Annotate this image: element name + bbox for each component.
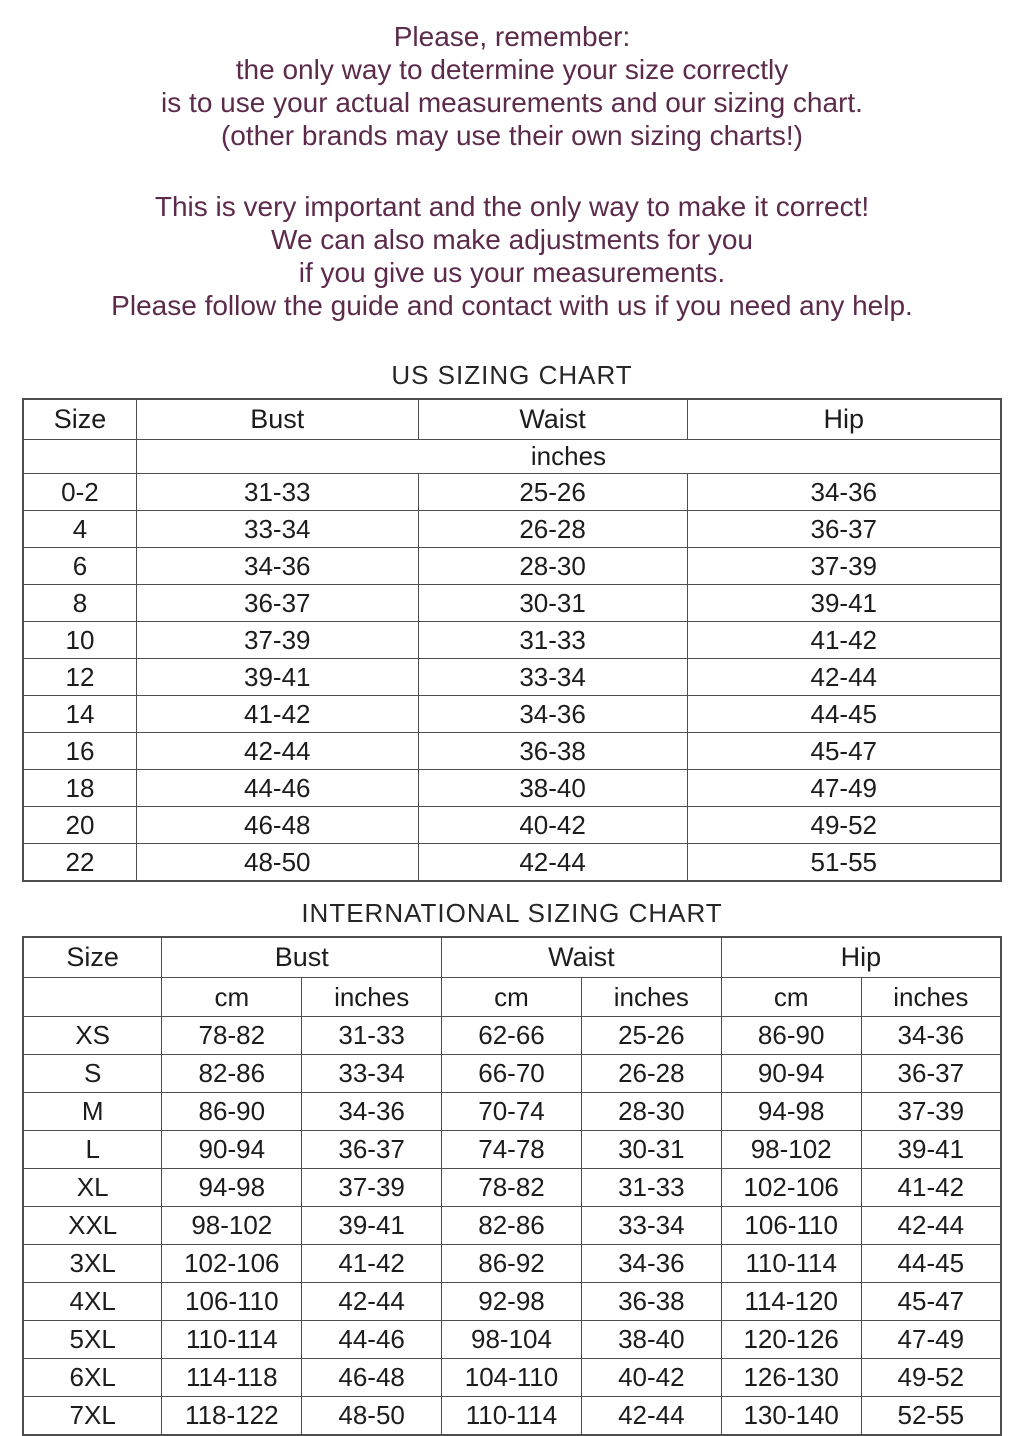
waist-cell: 30-31: [418, 585, 687, 622]
hip-cm-cell: 90-94: [721, 1055, 861, 1093]
us-table-body: [23, 474, 1001, 882]
subheader-bust-inches: inches: [302, 978, 442, 1017]
hip-cm-cell: 114-120: [721, 1283, 861, 1321]
waist-cm-cell: 82-86: [442, 1207, 582, 1245]
bust-cell: 33-34: [136, 511, 418, 548]
hip-cell: 34-36: [687, 474, 1001, 511]
waist-cell: 31-33: [418, 622, 687, 659]
bust-cm-cell: 82-86: [162, 1055, 302, 1093]
hip-inches-cell: 41-42: [861, 1169, 1001, 1207]
waist-inches-cell: 42-44: [581, 1397, 721, 1436]
intro-line: Please, remember:: [393, 21, 631, 52]
empty-cell: [23, 440, 136, 474]
table-row: [23, 1397, 1001, 1436]
table-row: [23, 1017, 1001, 1055]
waist-cell: 28-30: [418, 548, 687, 585]
hip-cm-cell: 106-110: [721, 1207, 861, 1245]
table-row: [23, 733, 1001, 770]
bust-inches-cell: 37-39: [302, 1169, 442, 1207]
size-cell: 6: [23, 548, 136, 585]
column-header-size: Size: [23, 399, 136, 440]
column-header-hip: Hip: [721, 937, 1001, 978]
waist-inches-cell: 34-36: [581, 1245, 721, 1283]
bust-cell: 36-37: [136, 585, 418, 622]
table-row: [23, 1131, 1001, 1169]
bust-cm-cell: 114-118: [162, 1359, 302, 1397]
size-cell: 4XL: [23, 1283, 162, 1321]
hip-inches-cell: 49-52: [861, 1359, 1001, 1397]
bust-cell: 44-46: [136, 770, 418, 807]
hip-inches-cell: 44-45: [861, 1245, 1001, 1283]
waist-cell: 34-36: [418, 696, 687, 733]
bust-cm-cell: 118-122: [162, 1397, 302, 1436]
table-row: [23, 807, 1001, 844]
table-row: [23, 474, 1001, 511]
subheader-hip-cm: cm: [721, 978, 861, 1017]
bust-cell: 46-48: [136, 807, 418, 844]
table-row: [23, 659, 1001, 696]
bust-inches-cell: 44-46: [302, 1321, 442, 1359]
hip-cm-cell: 94-98: [721, 1093, 861, 1131]
waist-cm-cell: 78-82: [442, 1169, 582, 1207]
bust-inches-cell: 39-41: [302, 1207, 442, 1245]
bust-cm-cell: 106-110: [162, 1283, 302, 1321]
hip-inches-cell: 42-44: [861, 1207, 1001, 1245]
table-row: [23, 511, 1001, 548]
bust-cell: 37-39: [136, 622, 418, 659]
intro-line: We can also make adjustments for you: [271, 224, 753, 255]
waist-cell: 25-26: [418, 474, 687, 511]
column-header-waist: Waist: [418, 399, 687, 440]
bust-inches-cell: 46-48: [302, 1359, 442, 1397]
waist-cm-cell: 66-70: [442, 1055, 582, 1093]
bust-inches-cell: 31-33: [302, 1017, 442, 1055]
waist-inches-cell: 25-26: [581, 1017, 721, 1055]
table-row: [23, 1245, 1001, 1283]
table-row: [23, 844, 1001, 882]
intl-table-body: [23, 1017, 1001, 1436]
bust-inches-cell: 33-34: [302, 1055, 442, 1093]
table-row: [23, 696, 1001, 733]
size-cell: XXL: [23, 1207, 162, 1245]
us-header-row: [23, 399, 1001, 440]
bust-cm-cell: 90-94: [162, 1131, 302, 1169]
size-cell: 4: [23, 511, 136, 548]
intro-paragraph-1: [0, 0, 1024, 152]
bust-inches-cell: 42-44: [302, 1283, 442, 1321]
hip-inches-cell: 36-37: [861, 1055, 1001, 1093]
bust-cell: 39-41: [136, 659, 418, 696]
waist-inches-cell: 31-33: [581, 1169, 721, 1207]
hip-cm-cell: 102-106: [721, 1169, 861, 1207]
column-header-hip: Hip: [687, 399, 1001, 440]
bust-cm-cell: 94-98: [162, 1169, 302, 1207]
hip-inches-cell: 45-47: [861, 1283, 1001, 1321]
hip-cm-cell: 126-130: [721, 1359, 861, 1397]
size-cell: 0-2: [23, 474, 136, 511]
bust-cell: 48-50: [136, 844, 418, 882]
intro-paragraph-2: [0, 190, 1024, 322]
size-cell: 22: [23, 844, 136, 882]
column-header-size: Size: [23, 937, 162, 978]
table-row: [23, 1207, 1001, 1245]
intro-note: [0, 0, 1024, 322]
us-sizing-table: [22, 398, 1002, 882]
bust-cm-cell: 110-114: [162, 1321, 302, 1359]
table-row: [23, 770, 1001, 807]
hip-cell: 49-52: [687, 807, 1001, 844]
table-row: [23, 1169, 1001, 1207]
waist-cm-cell: 98-104: [442, 1321, 582, 1359]
hip-cm-cell: 86-90: [721, 1017, 861, 1055]
intl-chart-title: INTERNATIONAL SIZING CHART: [301, 898, 723, 928]
hip-cell: 45-47: [687, 733, 1001, 770]
size-cell: 7XL: [23, 1397, 162, 1436]
intro-line: the only way to determine your size correctly: [235, 54, 789, 85]
hip-inches-cell: 34-36: [861, 1017, 1001, 1055]
size-cell: XL: [23, 1169, 162, 1207]
waist-inches-cell: 38-40: [581, 1321, 721, 1359]
table-row: [23, 585, 1001, 622]
subheader-waist-inches: inches: [581, 978, 721, 1017]
intro-line: Please follow the guide and contact with us if you need any help.: [111, 290, 913, 321]
waist-inches-cell: 28-30: [581, 1093, 721, 1131]
waist-cm-cell: 86-92: [442, 1245, 582, 1283]
waist-cm-cell: 70-74: [442, 1093, 582, 1131]
bust-cell: 42-44: [136, 733, 418, 770]
bust-cell: 31-33: [136, 474, 418, 511]
waist-cell: 36-38: [418, 733, 687, 770]
subheader-hip-inches: inches: [861, 978, 1001, 1017]
intro-line: if you give us your measurements.: [298, 257, 726, 288]
size-cell: 3XL: [23, 1245, 162, 1283]
bust-cm-cell: 102-106: [162, 1245, 302, 1283]
waist-inches-cell: 33-34: [581, 1207, 721, 1245]
bust-inches-cell: 34-36: [302, 1093, 442, 1131]
size-cell: 20: [23, 807, 136, 844]
hip-inches-cell: 52-55: [861, 1397, 1001, 1436]
subheader-bust-cm: cm: [162, 978, 302, 1017]
hip-cm-cell: 130-140: [721, 1397, 861, 1436]
size-cell: 10: [23, 622, 136, 659]
hip-cell: 37-39: [687, 548, 1001, 585]
table-row: [23, 1321, 1001, 1359]
table-row: [23, 1359, 1001, 1397]
bust-cm-cell: 98-102: [162, 1207, 302, 1245]
hip-cell: 44-45: [687, 696, 1001, 733]
size-cell: M: [23, 1093, 162, 1131]
size-cell: S: [23, 1055, 162, 1093]
hip-cm-cell: 98-102: [721, 1131, 861, 1169]
size-cell: XS: [23, 1017, 162, 1055]
waist-cm-cell: 104-110: [442, 1359, 582, 1397]
waist-cell: 38-40: [418, 770, 687, 807]
size-cell: 14: [23, 696, 136, 733]
waist-cm-cell: 110-114: [442, 1397, 582, 1436]
size-cell: 8: [23, 585, 136, 622]
size-cell: 18: [23, 770, 136, 807]
bust-cell: 34-36: [136, 548, 418, 585]
waist-inches-cell: 40-42: [581, 1359, 721, 1397]
hip-inches-cell: 37-39: [861, 1093, 1001, 1131]
hip-inches-cell: 47-49: [861, 1321, 1001, 1359]
intl-header-row: [23, 937, 1001, 978]
bust-cm-cell: 78-82: [162, 1017, 302, 1055]
waist-inches-cell: 36-38: [581, 1283, 721, 1321]
subheader-waist-cm: cm: [442, 978, 582, 1017]
hip-cell: 39-41: [687, 585, 1001, 622]
intro-line: This is very important and the only way to make it correct!: [154, 191, 870, 222]
waist-cm-cell: 92-98: [442, 1283, 582, 1321]
intl-subheader-row: [23, 978, 1001, 1017]
waist-cm-cell: 74-78: [442, 1131, 582, 1169]
size-cell: 5XL: [23, 1321, 162, 1359]
intro-line: is to use your actual measurements and our sizing chart.: [161, 87, 863, 118]
intl-sizing-table: [22, 936, 1002, 1436]
table-row: [23, 1055, 1001, 1093]
waist-cell: 40-42: [418, 807, 687, 844]
table-row: [23, 548, 1001, 585]
column-header-bust: Bust: [162, 937, 442, 978]
table-row: [23, 622, 1001, 659]
bust-inches-cell: 48-50: [302, 1397, 442, 1436]
empty-cell: [23, 978, 162, 1017]
size-cell: 16: [23, 733, 136, 770]
bust-inches-cell: 41-42: [302, 1245, 442, 1283]
hip-cm-cell: 110-114: [721, 1245, 861, 1283]
size-cell: 6XL: [23, 1359, 162, 1397]
bust-cell: 41-42: [136, 696, 418, 733]
intro-line: (other brands may use their own sizing charts!): [220, 120, 804, 151]
table-row: [23, 1093, 1001, 1131]
unit-label: inches: [136, 440, 1001, 474]
column-header-bust: Bust: [136, 399, 418, 440]
hip-cell: 41-42: [687, 622, 1001, 659]
bust-inches-cell: 36-37: [302, 1131, 442, 1169]
hip-cell: 51-55: [687, 844, 1001, 882]
hip-cell: 36-37: [687, 511, 1001, 548]
hip-inches-cell: 39-41: [861, 1131, 1001, 1169]
waist-cm-cell: 62-66: [442, 1017, 582, 1055]
size-cell: L: [23, 1131, 162, 1169]
waist-cell: 33-34: [418, 659, 687, 696]
us-unit-row: [23, 440, 1001, 474]
hip-cell: 42-44: [687, 659, 1001, 696]
waist-inches-cell: 26-28: [581, 1055, 721, 1093]
hip-cm-cell: 120-126: [721, 1321, 861, 1359]
waist-cell: 26-28: [418, 511, 687, 548]
waist-inches-cell: 30-31: [581, 1131, 721, 1169]
table-row: [23, 1283, 1001, 1321]
us-chart-title: US SIZING CHART: [391, 360, 633, 390]
hip-cell: 47-49: [687, 770, 1001, 807]
waist-cell: 42-44: [418, 844, 687, 882]
size-cell: 12: [23, 659, 136, 696]
bust-cm-cell: 86-90: [162, 1093, 302, 1131]
column-header-waist: Waist: [442, 937, 722, 978]
